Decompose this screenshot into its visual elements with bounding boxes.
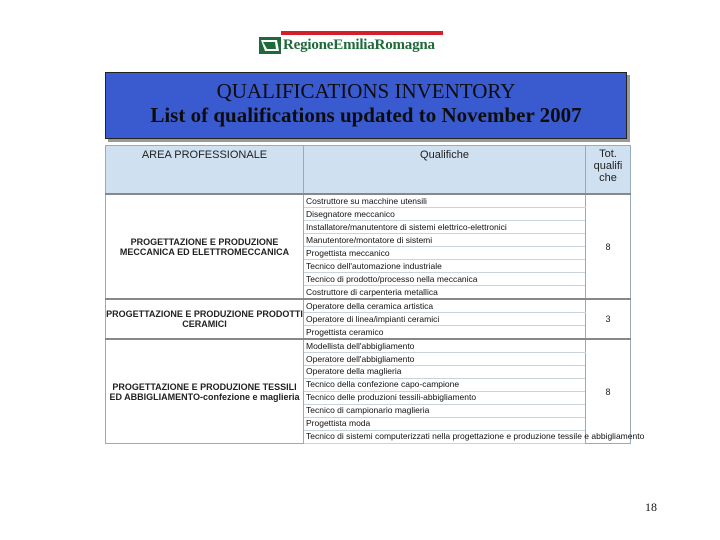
qualification-cell: Operatore di linea/impianti ceramici (304, 313, 586, 326)
table-row (106, 194, 631, 208)
qualification-cell: Tecnico di sistemi computerizzati nella progettazione e produzione tessile e abbigliamento (304, 430, 586, 443)
area-cell: PROGETTAZIONE E PRODUZIONE MECCANICA ED ELETTROMECCANICA (106, 194, 304, 299)
qualification-cell: Progettista ceramico (304, 326, 586, 340)
title-line-1: QUALIFICATIONS INVENTORY (216, 79, 516, 103)
table-row (106, 339, 631, 353)
area-cell: PROGETTAZIONE E PRODUZIONE TESSILI ED ABBIGLIAMENTO-confezione e maglieria (106, 339, 304, 443)
qualification-cell: Costruttore di carpenteria metallica (304, 286, 586, 300)
qualification-cell: Tecnico della confezione capo-campione (304, 378, 586, 391)
region-emblem-icon (259, 37, 281, 54)
total-cell: 8 (586, 194, 631, 299)
qualification-cell: Progettista moda (304, 417, 586, 430)
qualifications-table (105, 145, 645, 444)
qualification-cell: Installatore/manutentore di sistemi elettrico-elettronici (304, 221, 586, 234)
header-qualifications: Qualifiche (304, 146, 586, 195)
qualification-cell: Tecnico delle produzioni tessili-abbigliamento (304, 391, 586, 404)
region-name: RegioneEmiliaRomagna (283, 37, 435, 53)
qualification-cell: Costruttore su macchine utensili (304, 194, 586, 208)
qualification-cell: Operatore della ceramica artistica (304, 299, 586, 313)
page-number: 18 (645, 500, 657, 514)
qualification-cell: Tecnico di prodotto/processo nella meccanica (304, 273, 586, 286)
title-line-2: List of qualifications updated to November 2007 (150, 103, 582, 127)
qualification-cell: Tecnico dell'automazione industriale (304, 260, 586, 273)
region-logo (259, 31, 449, 59)
qualification-cell: Manutentore/montatore di sistemi (304, 234, 586, 247)
header-total: Tot. qualifi che (586, 146, 631, 195)
table-header-row (106, 146, 631, 195)
qualification-cell: Progettista meccanico (304, 247, 586, 260)
qualification-cell: Disegnatore meccanico (304, 208, 586, 221)
table-row (106, 299, 631, 313)
total-cell: 8 (586, 339, 631, 443)
header-area: AREA PROFESSIONALE (106, 146, 304, 195)
area-cell: PROGETTAZIONE E PRODUZIONE PRODOTTI CERAMICI (106, 299, 304, 339)
qualification-cell: Operatore della maglieria (304, 366, 586, 379)
logo-red-bar (281, 31, 443, 35)
qualification-cell: Tecnico di campionario maglieria (304, 404, 586, 417)
total-cell: 3 (586, 299, 631, 339)
qualification-cell: Modellista dell'abbigliamento (304, 339, 586, 353)
qualification-cell: Operatore dell'abbigliamento (304, 353, 586, 366)
slide-title-box (105, 72, 627, 139)
